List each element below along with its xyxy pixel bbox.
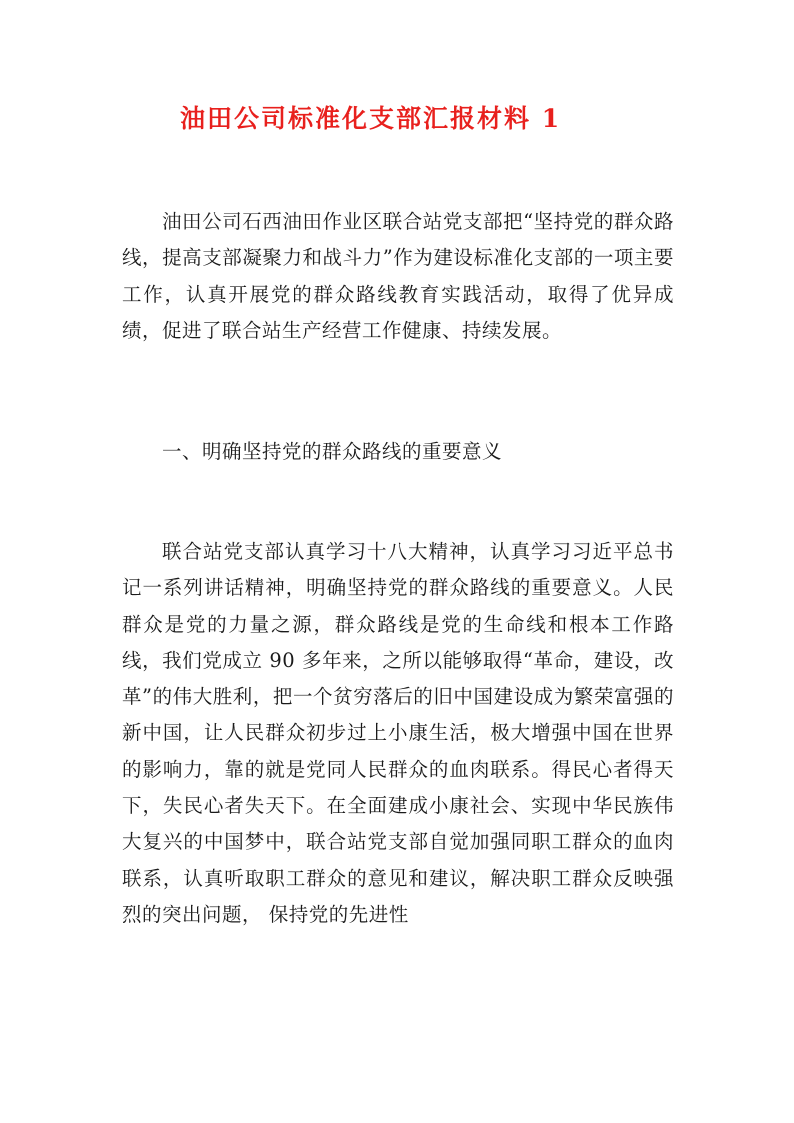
section-heading: 一、明确坚持党的群众路线的重要意义 [162, 440, 503, 463]
document-title: 油田公司标准化支部汇报材料 1 [180, 104, 562, 133]
section-body-paragraph: 联合站党支部认真学习十八大精神，认真学习习近平总书记一系列讲话精神，明确坚持党的群众路线的重要意义。人民群众是党的力量之源，群众路线是党的生命线和根本工作路线，我们党成立 90 多年来，之所以能够取得“革命，建设，改革”的伟大胜利，把一个贫穷落后的旧中国建设成为繁荣富强的新中国，让人民群众初步过上小康生活，极大增强中国在世界的影响力，靠的就是党同人民群众的血肉联系。得民心者得天下，失民心者失天下。在全面建成小康社会、实现中华民族伟大复兴的中国梦中，联合站党支部自觉加强同职工群众的血肉联系，认真听取职工群众的意见和建议，解决职工群众反映强烈的突出问题， 保持党的先进性 [122, 540, 674, 926]
intro-paragraph: 油田公司石西油田作业区联合站党支部把“坚持党的群众路线，提高支部凝聚力和战斗力”作为建设标准化支部的一项主要工作，认真开展党的群众路线教育实践活动，取得了优异成绩，促进了联合站生产经营工作健康、持续发展。 [122, 210, 674, 342]
